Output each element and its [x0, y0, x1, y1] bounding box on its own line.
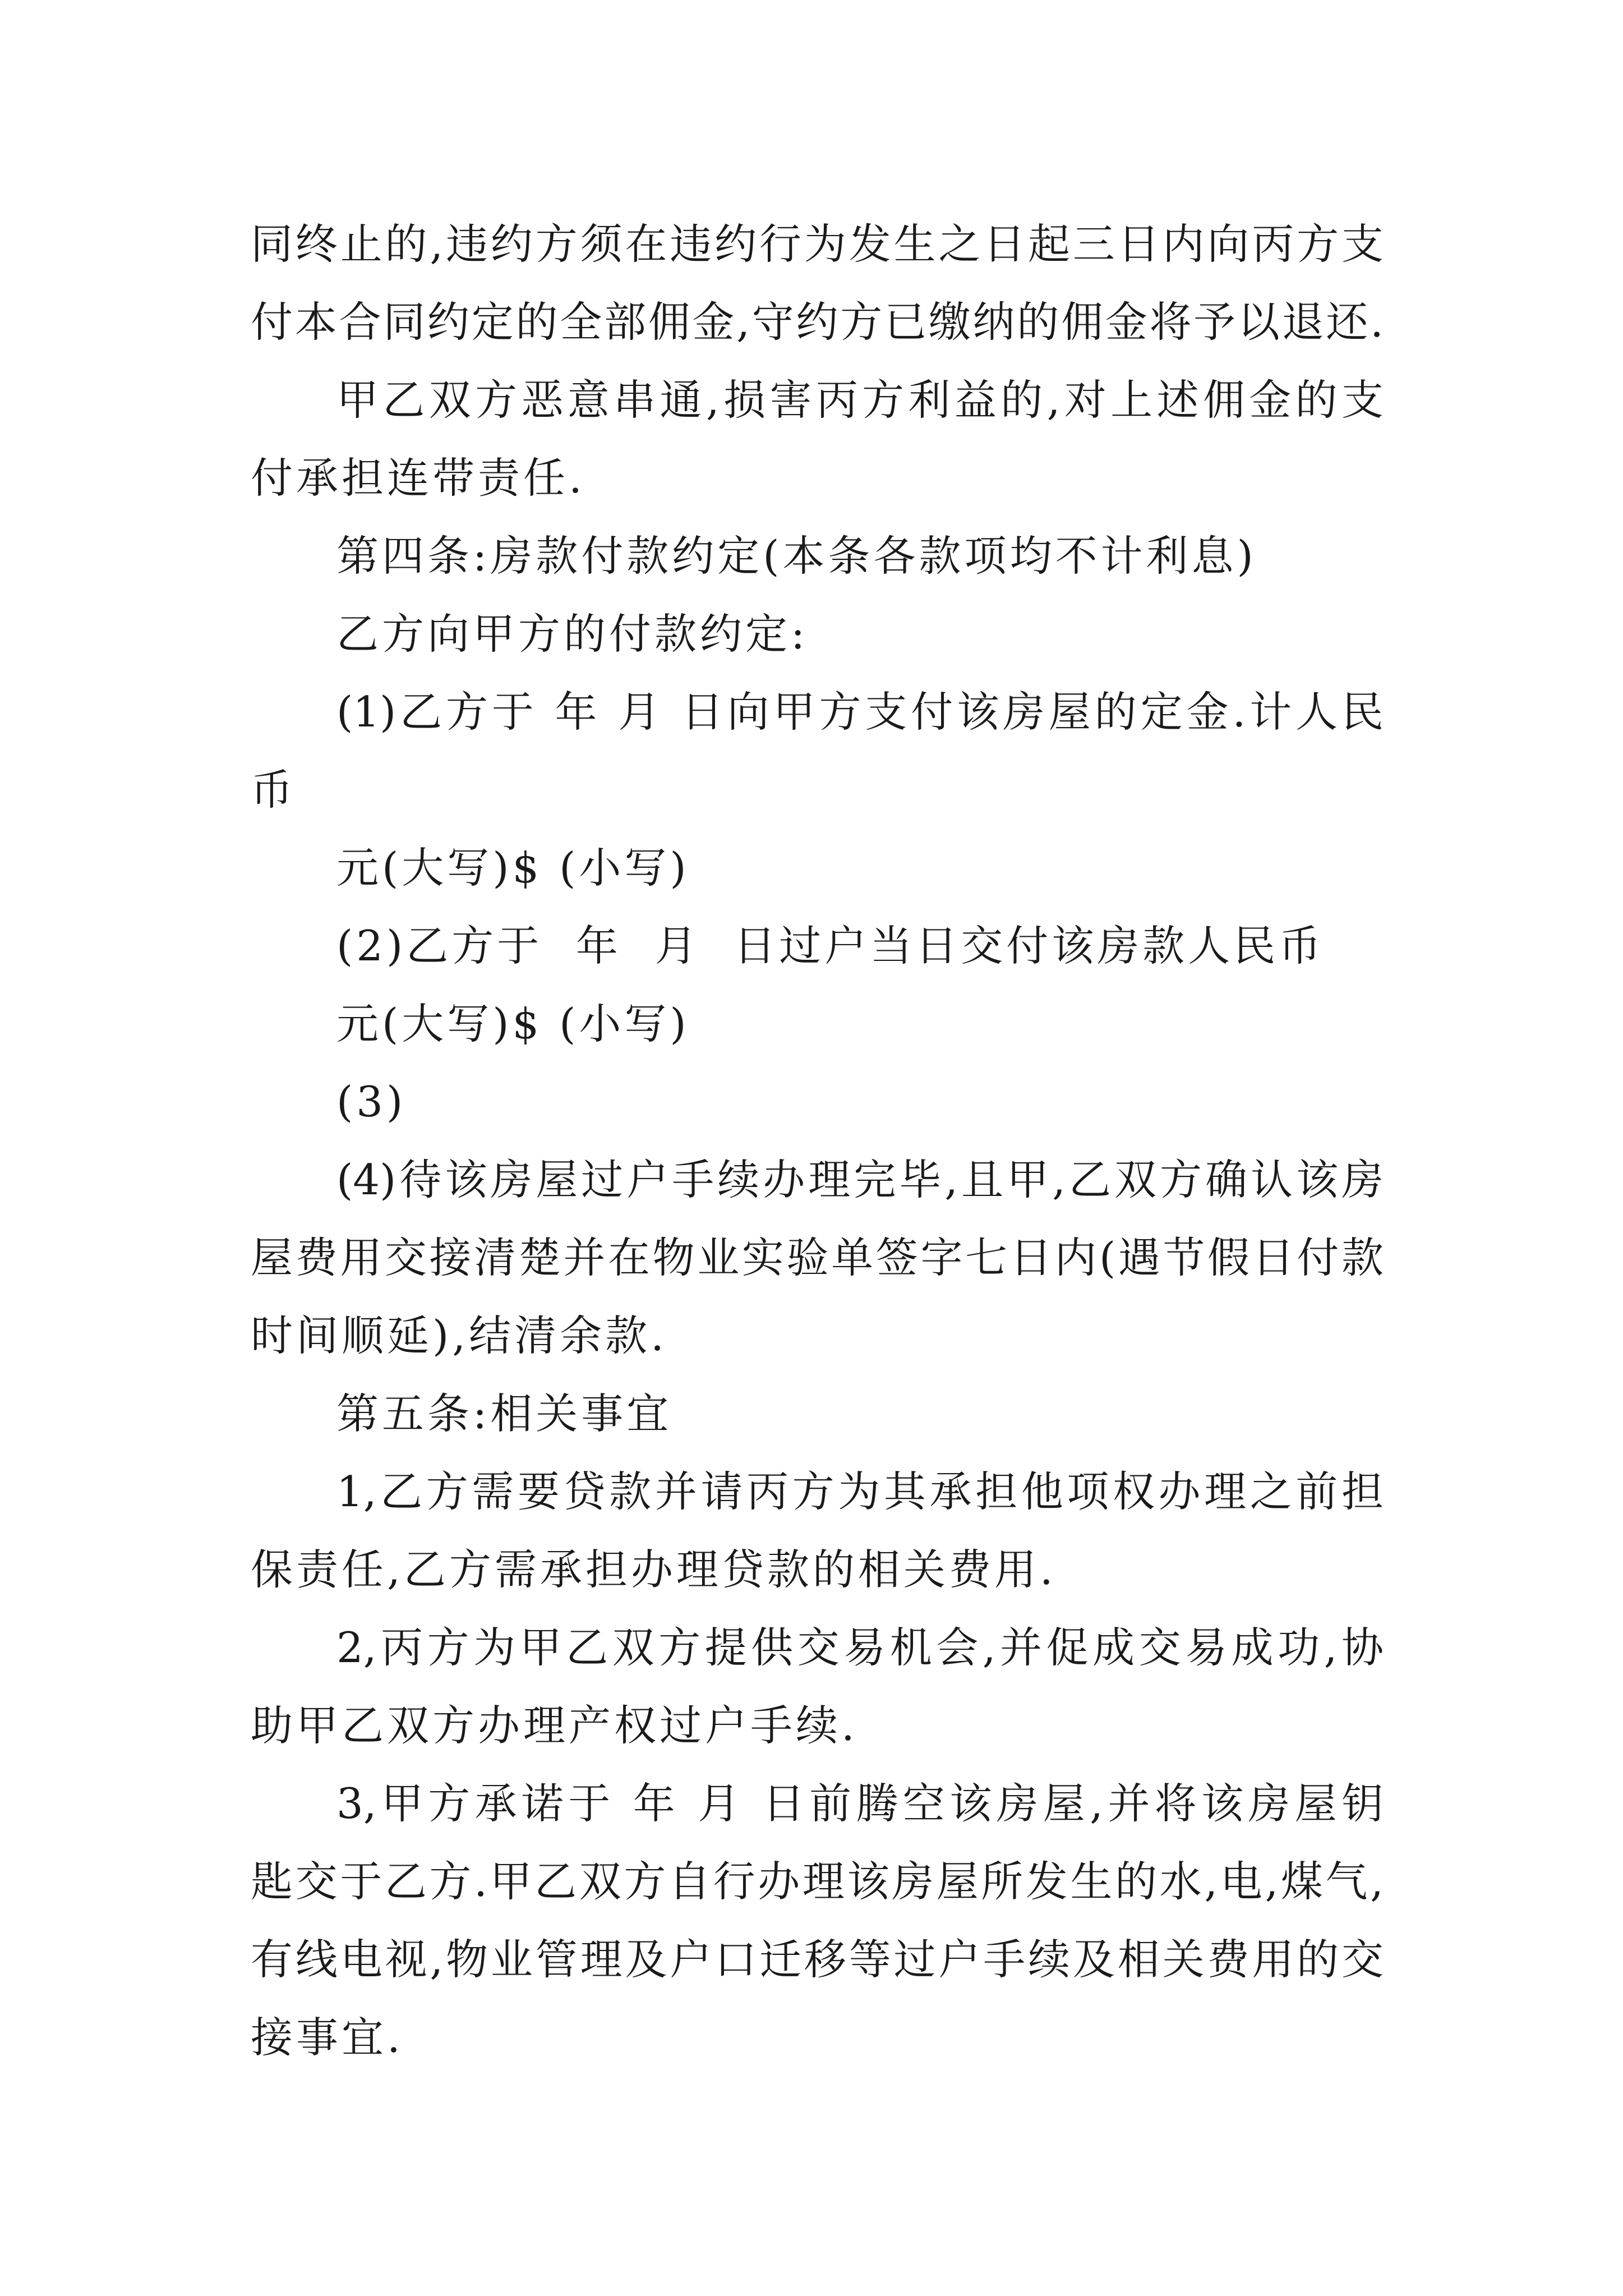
text-line: 助甲乙双方办理产权过户手续. [251, 1701, 858, 1750]
text-line: (1)乙方于 年 月 日向甲方支付该房屋的定金.计人民 [336, 687, 1384, 737]
text-line: 元(大写)$ (小写) [336, 999, 690, 1048]
text-line: (3) [336, 1077, 407, 1126]
text-line: 乙方向甲方的付款约定: [336, 609, 809, 659]
text-line: (2)乙方于 年 月 日过户当日交付该房款人民币 [336, 921, 1325, 970]
text-line: (4)待该房屋过户手续办理完毕,且甲,乙双方确认该房 [336, 1155, 1384, 1204]
text-line: 有线电视,物业管理及户口迁移等过户手续及相关费用的交 [251, 1935, 1384, 1984]
text-line: 币 [251, 765, 297, 815]
text-line: 接事宜. [251, 2013, 404, 2062]
text-line: 元(大写)$ (小写) [336, 843, 690, 892]
text-line: 屋费用交接清楚并在物业实验单签字七日内(遇节假日付款 [251, 1233, 1384, 1282]
text-line: 付承担连带责任. [251, 453, 585, 503]
text-line: 甲乙双方恶意串通,损害丙方利益的,对上述佣金的支 [336, 375, 1384, 425]
text-line: 同终止的,违约方须在违约行为发生之日起三日内向丙方支 [251, 219, 1384, 269]
text-line: 保责任,乙方需承担办理贷款的相关费用. [251, 1545, 1057, 1594]
text-line: 1,乙方需要贷款并请丙方为其承担他项权办理之前担 [336, 1467, 1384, 1516]
text-line: 3,甲方承诺于 年 月 日前腾空该房屋,并将该房屋钥 [336, 1779, 1384, 1828]
text-line: 匙交于乙方.甲乙双方自行办理该房屋所发生的水,电,煤气, [251, 1857, 1384, 1906]
section-heading: 第五条:相关事宜 [336, 1389, 672, 1438]
section-heading: 第四条:房款付款约定(本条各款项均不计利息) [336, 531, 1257, 581]
text-line: 时间顺延),结清余款. [251, 1311, 667, 1360]
text-line: 付本合同约定的全部佣金,守约方已缴纳的佣金将予以退还. [251, 297, 1384, 347]
text-line: 2,丙方为甲乙双方提供交易机会,并促成交易成功,协 [336, 1623, 1384, 1672]
